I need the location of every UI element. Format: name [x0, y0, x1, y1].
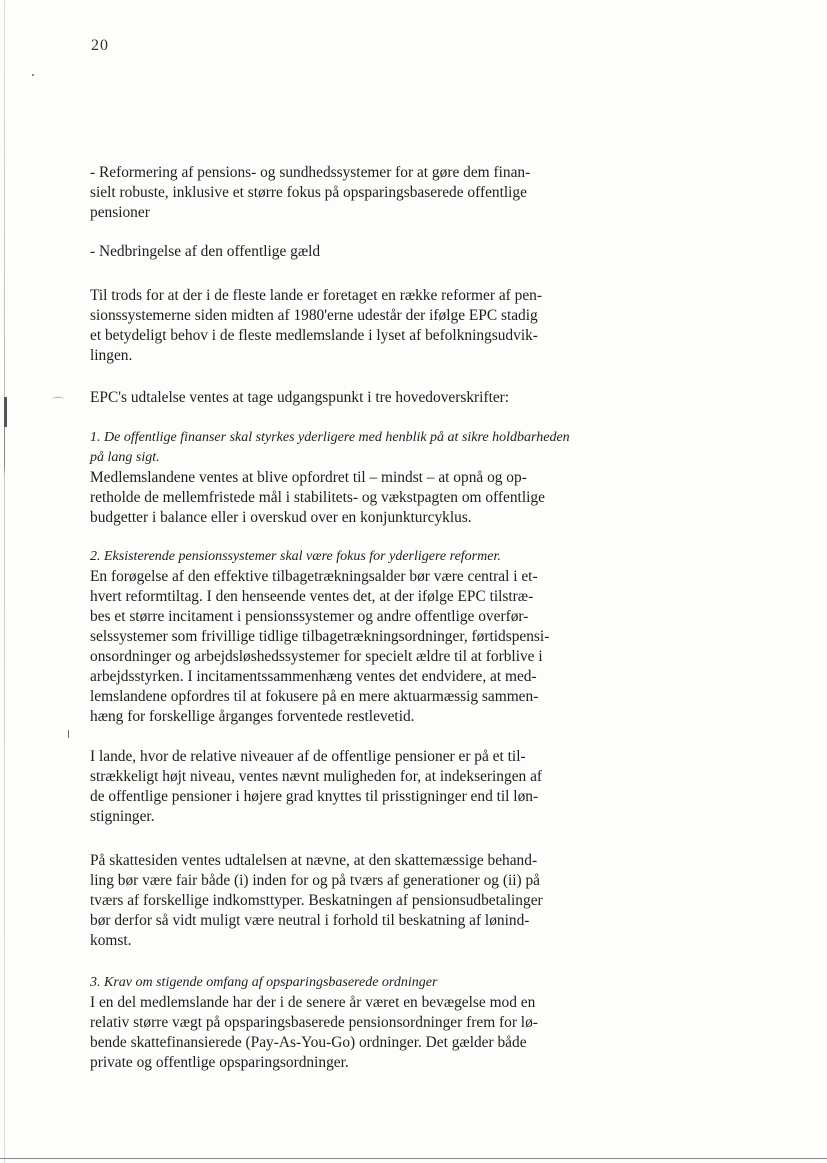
scan-bottom-edge: [0, 1158, 827, 1159]
text-line: de offentlige pensioner i højere grad knyttes til prisstigninger end til løn-: [90, 788, 539, 805]
section-heading: på lang sigt.: [90, 450, 160, 465]
text-line: I en del medlemslande har der i de senere år været en bevægelse mod en: [90, 994, 536, 1011]
text-line: På skattesiden ventes udtalelsen at nævne, at den skattemæssige behand-: [90, 852, 538, 869]
text-line: bende skattefinansierede (Pay-As-You-Go) ordninger. Det gælder både: [90, 1034, 527, 1051]
section-3: [90, 973, 615, 1073]
text-line: lemslandene opfordres til at fokusere på en mere aktuarmæssig sammen-: [90, 688, 539, 705]
section-2-paragraph: [90, 747, 615, 827]
scan-speck: [68, 730, 69, 738]
intro-paragraph: [90, 286, 615, 366]
scan-speck: [32, 74, 34, 76]
document-body: [90, 163, 615, 1092]
text-line: - Nedbringelse af den offentlige gæld: [90, 243, 321, 260]
bullet-item: [90, 242, 615, 262]
text-line: hæng for forskellige årganges forventede restlevetid.: [90, 708, 415, 725]
text-line: private og offentlige opsparingsordninger.: [90, 1054, 349, 1071]
section-heading: 3. Krav om stigende omfang af opsparingsbaserede ordninger: [90, 975, 438, 990]
text-line: Medlemslandene ventes at blive opfordret til – mindst – at opnå og op-: [90, 469, 527, 486]
text-line: relativ større vægt på opsparingsbaserede pensionsordninger frem for lø-: [90, 1014, 538, 1031]
text-line: stigninger.: [90, 808, 155, 825]
text-line: pensioner: [90, 204, 150, 221]
text-line: I lande, hvor de relative niveauer af de offentlige pensioner er på et til-: [90, 748, 526, 765]
text-line: EPC's udtalelse ventes at tage udgangspunkt i tre hovedoverskrifter:: [90, 389, 510, 406]
scan-left-mark: [4, 397, 7, 427]
text-line: bes et større incitament i pensionssystemer og andre offentlige overfør-: [90, 608, 529, 625]
text-line: sionssystemerne siden midten af 1980'erne udestår der ifølge EPC stadig: [90, 307, 538, 324]
text-line: Til trods for at der i de fleste lande er foretaget en række reformer af pen-: [90, 287, 542, 304]
text-line: strækkeligt højt niveau, ventes nævnt muligheden for, at indekseringen af: [90, 768, 543, 785]
text-line: selssystemer som frivillige tidlige tilbagetrækningsordninger, førtidspensi-: [90, 628, 550, 645]
text-line: arbejdsstyrken. I incitamentssammenhæng ventes det endvidere, at med-: [90, 668, 537, 685]
text-line: En forøgelse af den effektive tilbagetrækningsalder bør være central i et-: [90, 568, 538, 585]
text-line: sielt robuste, inklusive et større fokus på opsparingsbaserede offentlige: [90, 184, 527, 201]
text-line: tværs af forskellige indkomsttyper. Beskatningen af pensionsudbetalinger: [90, 892, 543, 909]
page-number: 20: [91, 37, 109, 54]
text-line: ling bør være fair både (i) inden for og på tværs af generationer og (ii) på: [90, 872, 541, 889]
bullet-item: [90, 163, 615, 223]
text-line: et betydeligt behov i de fleste medlemslande i lyset af befolkningsudvik-: [90, 327, 538, 344]
section-1: [90, 428, 615, 528]
section-2: [90, 547, 615, 727]
text-line: lingen.: [90, 347, 133, 364]
section-2-paragraph: [90, 851, 615, 951]
text-line: bør derfor så vidt muligt være neutral i forhold til beskatning af lønind-: [90, 912, 530, 929]
text-line: onsordninger og arbejdsløshedssystemer for specielt ældre til at forblive i: [90, 648, 543, 665]
lead-paragraph: [90, 388, 615, 408]
text-line: hvert reformtiltag. I den henseende ventes det, at der ifølge EPC tilstræ-: [90, 588, 534, 605]
section-heading: 2. Eksisterende pensionssystemer skal være fokus for yderligere reformer.: [90, 549, 501, 564]
text-line: komst.: [90, 932, 132, 949]
scan-left-edge: [4, 0, 5, 1163]
text-line: budgetter i balance eller i overskud over en konjunkturcyklus.: [90, 509, 472, 526]
scan-bracket-mark: ⌒: [52, 396, 65, 410]
text-line: retholde de mellemfristede mål i stabilitets- og vækstpagten om offentlige: [90, 489, 545, 506]
section-heading: 1. De offentlige finanser skal styrkes yderligere med henblik på at sikre holdbarheden: [90, 430, 570, 445]
text-line: - Reformering af pensions- og sundhedssystemer for at gøre dem finan-: [90, 164, 531, 181]
